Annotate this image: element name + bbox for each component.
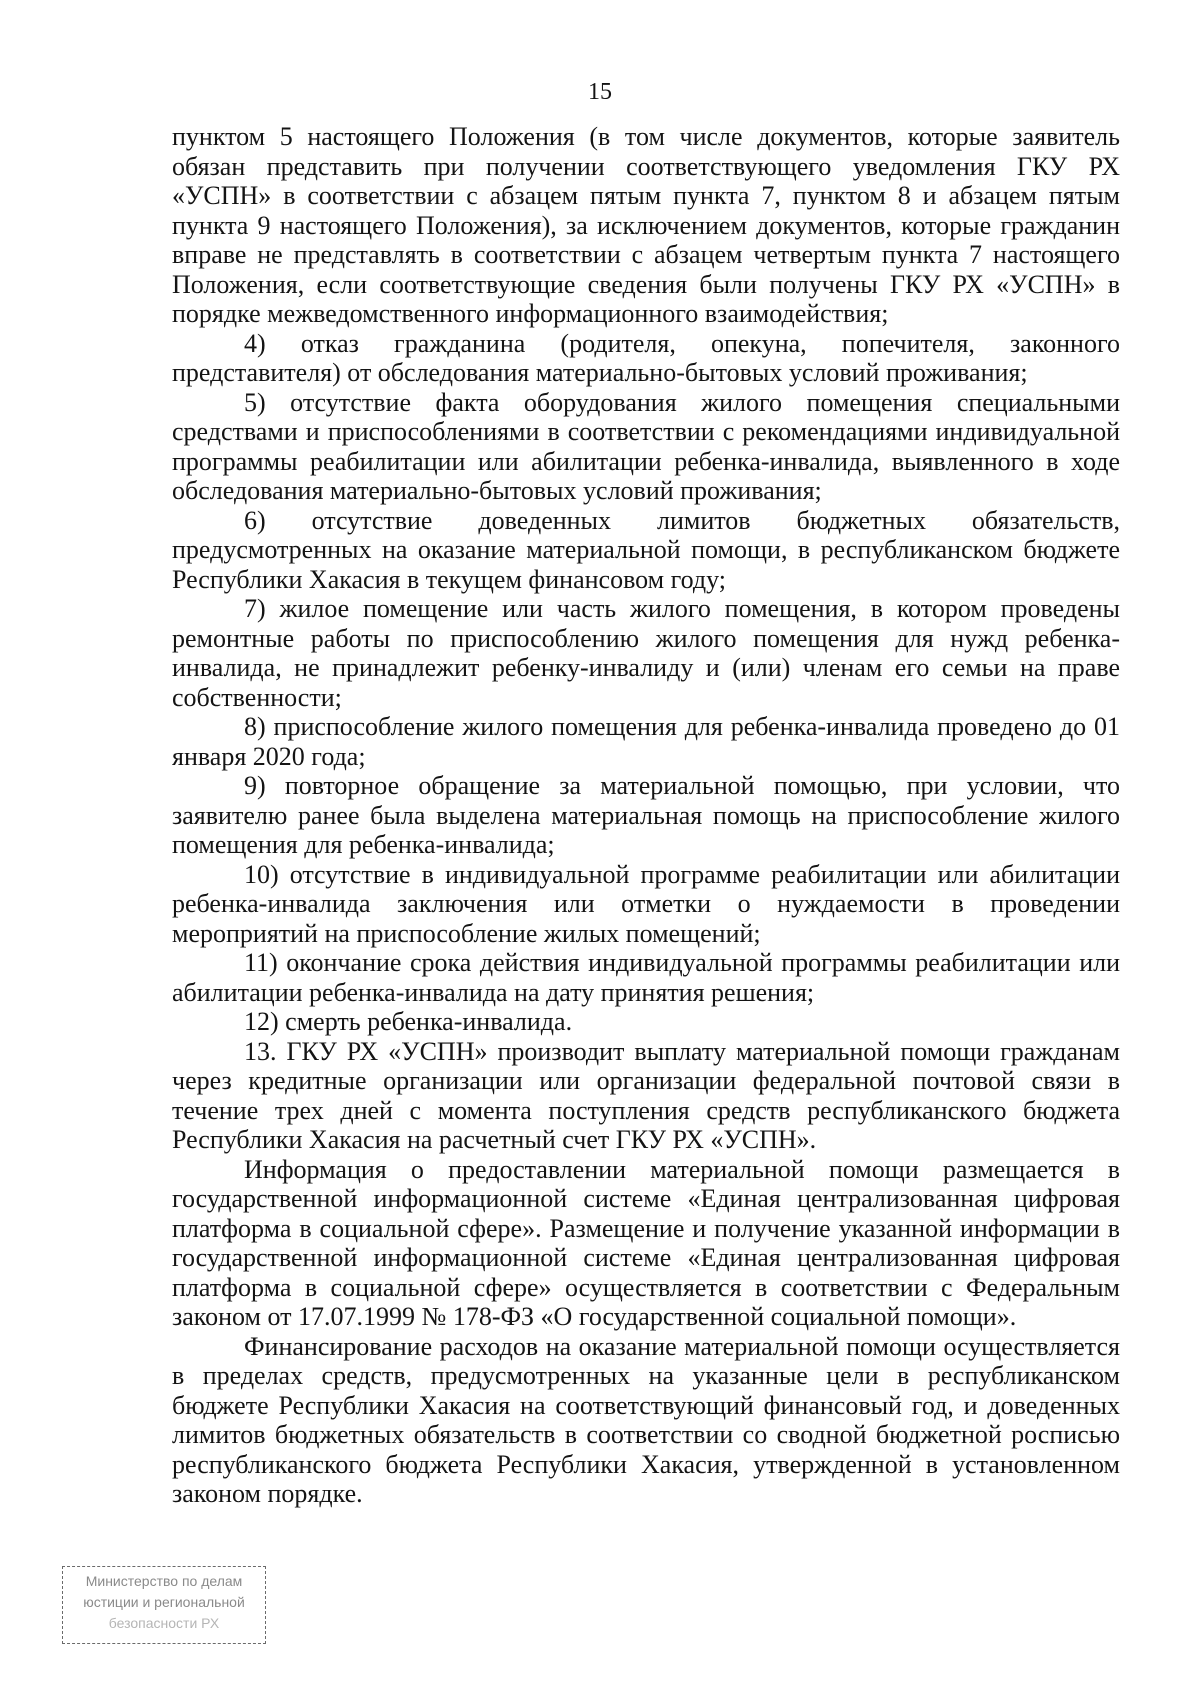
list-item-10: 10) отсутствие в индивидуальной программе реабилитации или абилитации ребенка-инвалида заключения или отметки о нуждаемости в проведении мероприятий на приспособление жилых помещений; (172, 859, 1120, 948)
information-paragraph: Информация о предоставлении материальной помощи размещается в государственной информационной системе «Единая централизованная цифровая платформа в социальной сфере». Размещение и получение указанной информации в государственной информационной системе «Единая централизованная цифровая платформа в социальной сфере» осуществляется в соответствии с Федеральным законом от 17.07.1999 № 178-ФЗ «О государственной социальной помощи». (172, 1154, 1120, 1331)
list-item-6: 6) отсутствие доведенных лимитов бюджетных обязательств, предусмотренных на оказание материальной помощи, в республиканском бюджете Республики Хакасия в текущем финансовом году; (172, 505, 1120, 594)
stamp-line-2: юстиции и региональной (83, 1594, 245, 1610)
page-number: 15 (588, 79, 612, 105)
document-body (172, 122, 1120, 1509)
ministry-stamp (62, 1566, 266, 1644)
list-item-9: 9) повторное обращение за материальной помощью, при условии, что заявителю ранее была выделена материальная помощь на приспособление жилого помещения для ребенка-инвалида; (172, 771, 1120, 859)
list-item-11: 11) окончание срока действия индивидуальной программы реабилитации или абилитации ребенка-инвалида на дату принятия решения; (172, 948, 1120, 1007)
list-item-12: 12) смерть ребенка-инвалида. (244, 1007, 573, 1036)
list-item-7: 7) жилое помещение или часть жилого помещения, в котором проведены ремонтные работы по приспособлению жилого помещения для нужд ребенка-инвалида, не принадлежит ребенку-инвалиду и (или) членам его семьи на праве собственности; (172, 594, 1120, 712)
list-item-8: 8) приспособление жилого помещения для ребенка-инвалида проведено до 01 января 2020 года; (172, 712, 1120, 771)
section-13-paragraph: 13. ГКУ РХ «УСПН» производит выплату материальной помощи гражданам через кредитные организации или организации федеральной почтовой связи в течение трех дней с момента поступления средств республиканского бюджета Республики Хакасия на расчетный счет ГКУ РХ «УСПН». (172, 1036, 1120, 1154)
stamp-line-1: Министерство по делам (85, 1573, 243, 1589)
stamp-line-3: безопасности РХ (108, 1615, 220, 1631)
financing-paragraph: Финансирование расходов на оказание материальной помощи осуществляется в пределах средств, предусмотренных на указанные цели в республиканском бюджете Республики Хакасия на соответствующий финансовый год, и доведенных лимитов бюджетных обязательств в соответствии со сводной бюджетной росписью республиканского бюджета Республики Хакасия, утвержденной в установленном законом порядке. (172, 1331, 1120, 1508)
list-item-4: 4) отказ гражданина (родителя, опекуна, попечителя, законного представителя) от обследования материально-бытовых условий проживания; (172, 328, 1120, 387)
list-item-5: 5) отсутствие факта оборудования жилого помещения специальными средствами и приспособлениями в соответствии с рекомендациями индивидуальной программы реабилитации или абилитации ребенка-инвалида, выявленного в ходе обследования материально-бытовых условий проживания; (172, 387, 1120, 505)
paragraph-continuation: пунктом 5 настоящего Положения (в том числе документов, которые заявитель обязан представить при получении соответствующего уведомления ГКУ РХ «УСПН» в соответствии с абзацем пятым пункта 7, пунктом 8 и абзацем пятым пункта 9 настоящего Положения), за исключением документов, которые гражданин вправе не представлять в соответствии с абзацем четвертым пункта 7 настоящего Положения, если соответствующие сведения были получены ГКУ РХ «УСПН» в порядке межведомственного информационного взаимодействия; (172, 122, 1120, 328)
